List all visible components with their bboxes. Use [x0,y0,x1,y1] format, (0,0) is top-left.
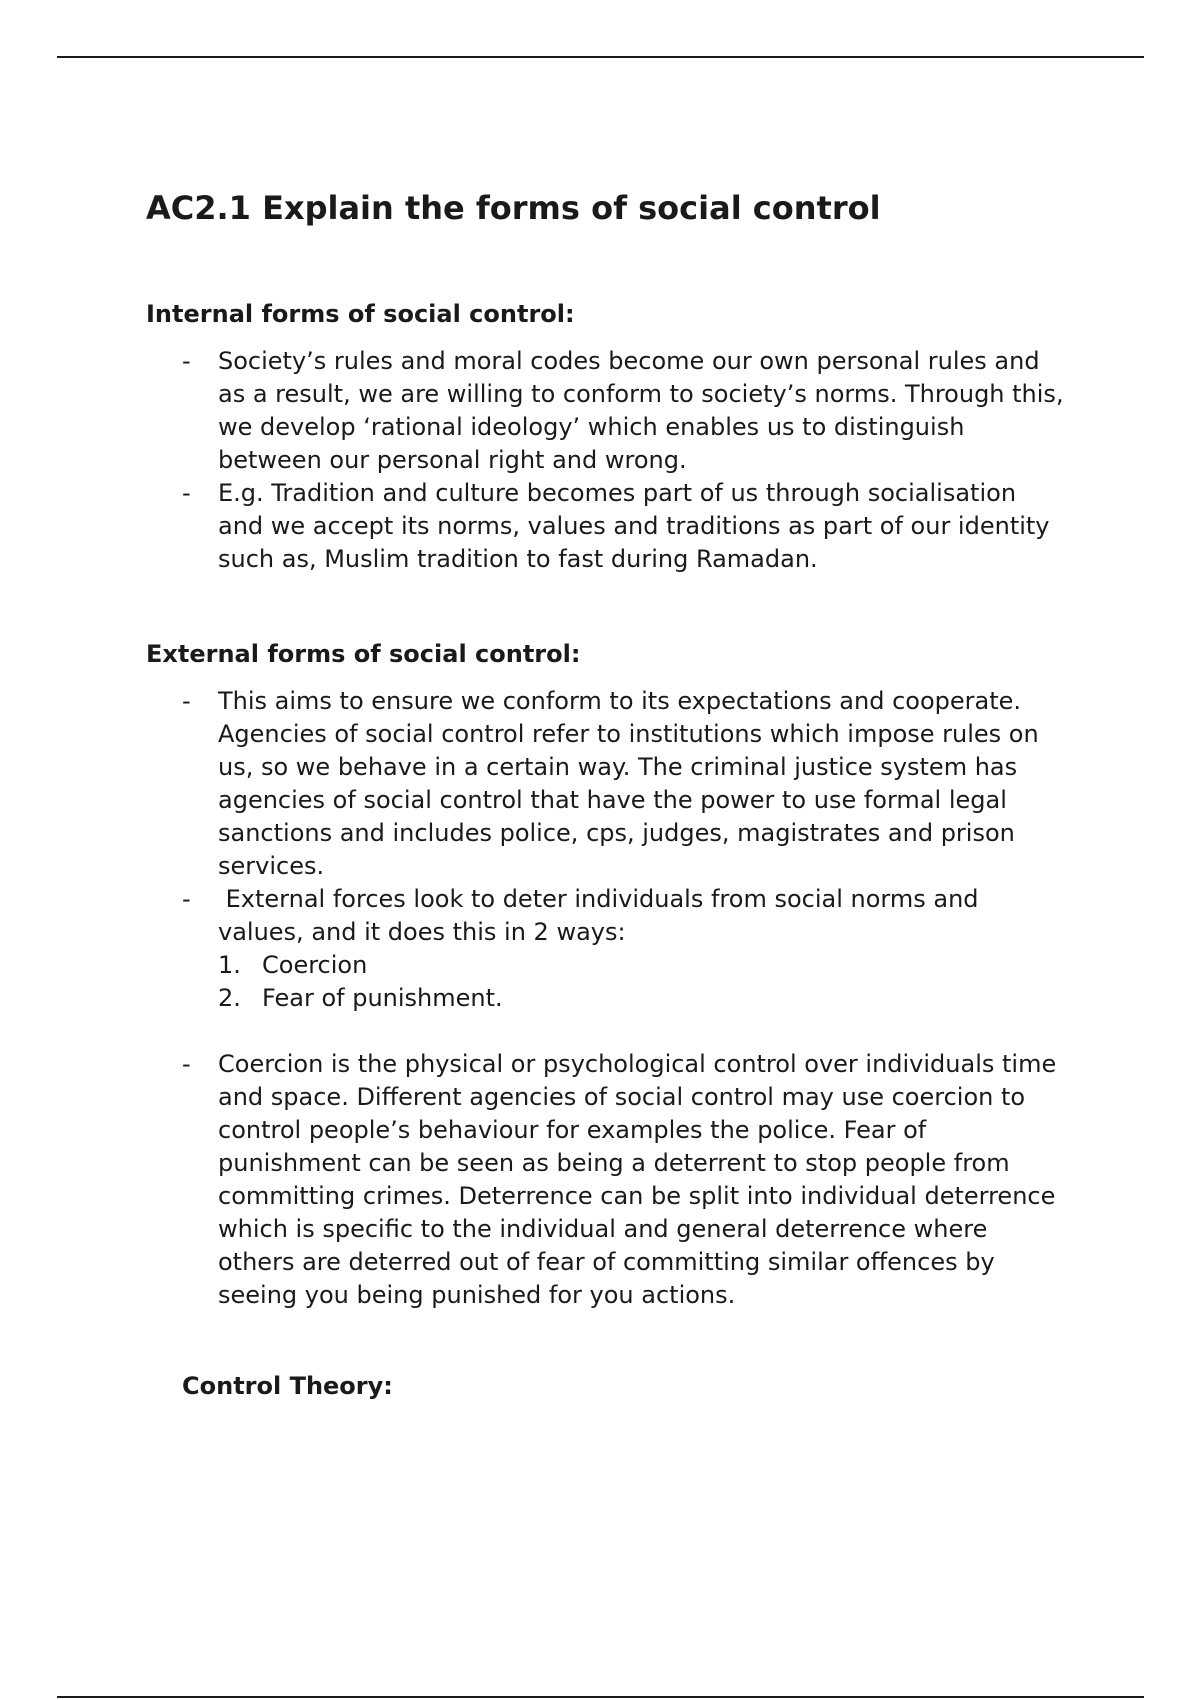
external-heading: External forms of social control: [146,640,581,668]
list-item-text: Coercion is the physical or psychological control over individuals time and space. Different agencies of social control may use coercion to control people’s behaviour for examples the police. Fear of punishment can be seen as being a deterrent to stop people from committing crimes. Deterrence can be split into individual deterrence which is specific to the individual and general deterrence where others are deterred out of fear of committing similar offences by seeing you being punished for you actions. [218,1050,1057,1309]
ways-list [218,949,1066,1015]
control-theory-heading: Control Theory: [182,1372,393,1400]
dash-marker: - [182,347,191,375]
dash-marker: - [182,1050,191,1078]
dash-marker: - [182,885,191,913]
list-item [146,1048,1066,1312]
numbered-item-text: Fear of punishment. [262,984,503,1012]
list-item-text: External forces look to deter individuals from social norms and values, and it does this in 2 ways: [218,885,987,946]
number-marker: 2. [218,984,241,1012]
list-item [146,685,1066,883]
list-item [146,883,1066,1015]
list-item-text: This aims to ensure we conform to its expectations and cooperate. Agencies of social control refer to institutions which impose rules on us, so we behave in a certain way. The criminal justice system has agencies of social control that have the power to use formal legal sanctions and includes police, cps, judges, magistrates and prison services. [218,687,1039,880]
list-item-text: E.g. Tradition and culture becomes part of us through socialisation and we accept its norms, values and traditions as part of our identity such as, Muslim tradition to fast during Ramadan. [218,479,1050,573]
internal-heading: Internal forms of social control: [146,300,575,328]
numbered-item [218,949,1066,982]
list-item [146,345,1066,477]
numbered-item [218,982,1066,1015]
list-item [146,477,1066,576]
dash-marker: - [182,687,191,715]
internal-list [146,345,1066,576]
number-marker: 1. [218,951,241,979]
bottom-rule [57,1696,1144,1698]
page-title: AC2.1 Explain the forms of social control [146,189,881,227]
document-body [146,180,1066,1403]
dash-marker: - [182,479,191,507]
top-rule [57,56,1144,58]
external-list [146,685,1066,1312]
list-item-text: Society’s rules and moral codes become our own personal rules and as a result, we are willing to conform to society’s norms. Through this, we develop ‘rational ideology’ which enables us to distinguish between our personal right and wrong. [218,347,1064,474]
numbered-item-text: Coercion [262,951,368,979]
